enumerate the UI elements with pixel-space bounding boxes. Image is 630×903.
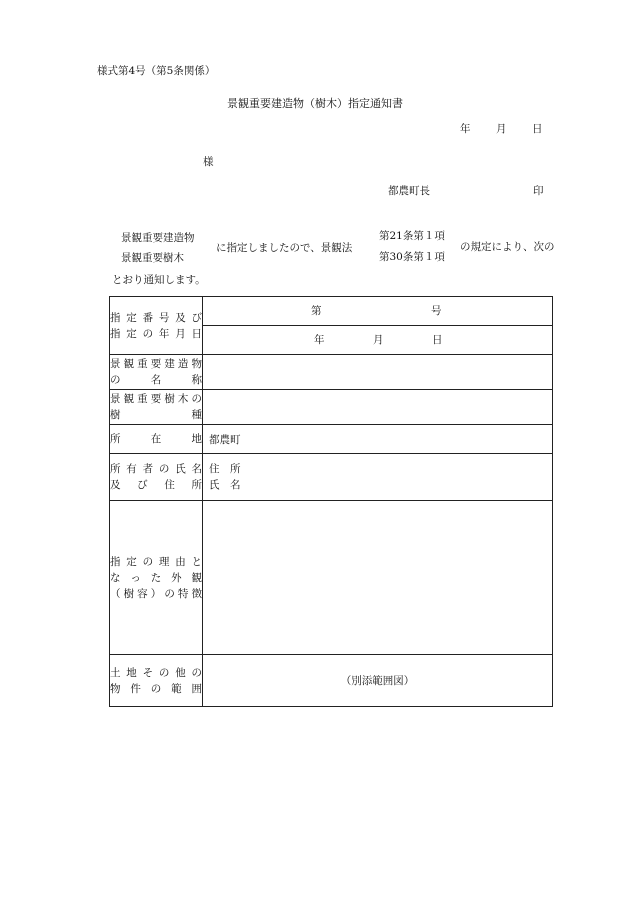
row-owner [110,454,553,501]
row-building-name [110,355,553,390]
notice-paragraph [0,230,630,286]
option-building: 景観重要建造物 [121,232,195,244]
reason-label-line3: （樹容）の特徴 [110,587,202,600]
notice-text-provision: の規定により、次の [460,241,555,253]
form-number: 様式第4号（第5条関係） [97,65,216,77]
building-name-label-line2: の 名 称 [110,374,202,386]
land-range-value: （別添範囲図） [340,675,415,687]
seal-mark: 印 [533,185,544,197]
location-value: 都農町 [209,433,241,446]
building-name-label [110,355,203,390]
land-range-label-line2: 物件の範囲 [110,682,202,695]
tree-species-label-line1: 景観重要樹木の [110,393,202,405]
tree-species-cell[interactable] [203,390,553,425]
building-name-label-line1: 景観重要建造物 [110,358,202,370]
location-label: 所 在 地 [110,425,203,454]
designation-day: 日 [432,334,443,346]
addressee-suffix: 様 [203,156,214,168]
designation-number-cell[interactable] [203,297,553,326]
date-day: 日 [532,123,543,135]
land-range-label-line1: 土地その他の [110,666,202,679]
designation-year: 年 [314,334,325,346]
reason-label-line2: なった外観 [110,571,202,584]
tree-species-label [110,390,203,425]
reason-label-line1: 指定の理由と [110,555,202,568]
owner-label [110,454,203,501]
row-land-range [110,655,553,707]
notice-text-designated: に指定しましたので、景観法 [216,242,353,254]
reason-cell[interactable] [203,501,553,655]
option-tree: 景観重要樹木 [121,252,184,264]
designation-label-line1: 指定番号及び [110,311,202,324]
owner-label-line2: 及び住所 [110,479,202,491]
designation-label [110,297,203,355]
designation-label-line2: 指定の年月日 [110,327,202,340]
article-30: 第30条第１項 [379,251,445,263]
row-tree-species [110,390,553,425]
tree-species-label-line2: 樹 種 [110,409,202,421]
location-cell[interactable] [203,425,553,454]
date-month: 月 [496,123,507,135]
document-title: 景観重要建造物（樹木）指定通知書 [227,97,403,110]
owner-cell[interactable] [203,454,553,501]
building-name-cell[interactable] [203,355,553,390]
notice-text-notify: とおり通知します。 [112,274,206,286]
owner-label-line1: 所有者の氏名 [110,463,202,475]
issuer: 都農町長 [388,185,430,197]
number-go: 号 [431,305,442,317]
owner-name: 氏 名 [209,479,241,491]
designation-month: 月 [373,334,384,346]
row-reason [110,501,553,655]
owner-address: 住 所 [209,463,241,475]
number-dai: 第 [311,305,322,317]
reason-label [110,501,203,655]
land-range-cell[interactable] [203,655,553,707]
article-21: 第21条第１項 [379,230,445,242]
designation-date-cell[interactable] [203,326,553,355]
date-year: 年 [460,123,471,135]
row-designation-number [110,297,553,326]
designation-table [109,296,553,707]
land-range-label [110,655,203,707]
row-location [110,425,553,454]
